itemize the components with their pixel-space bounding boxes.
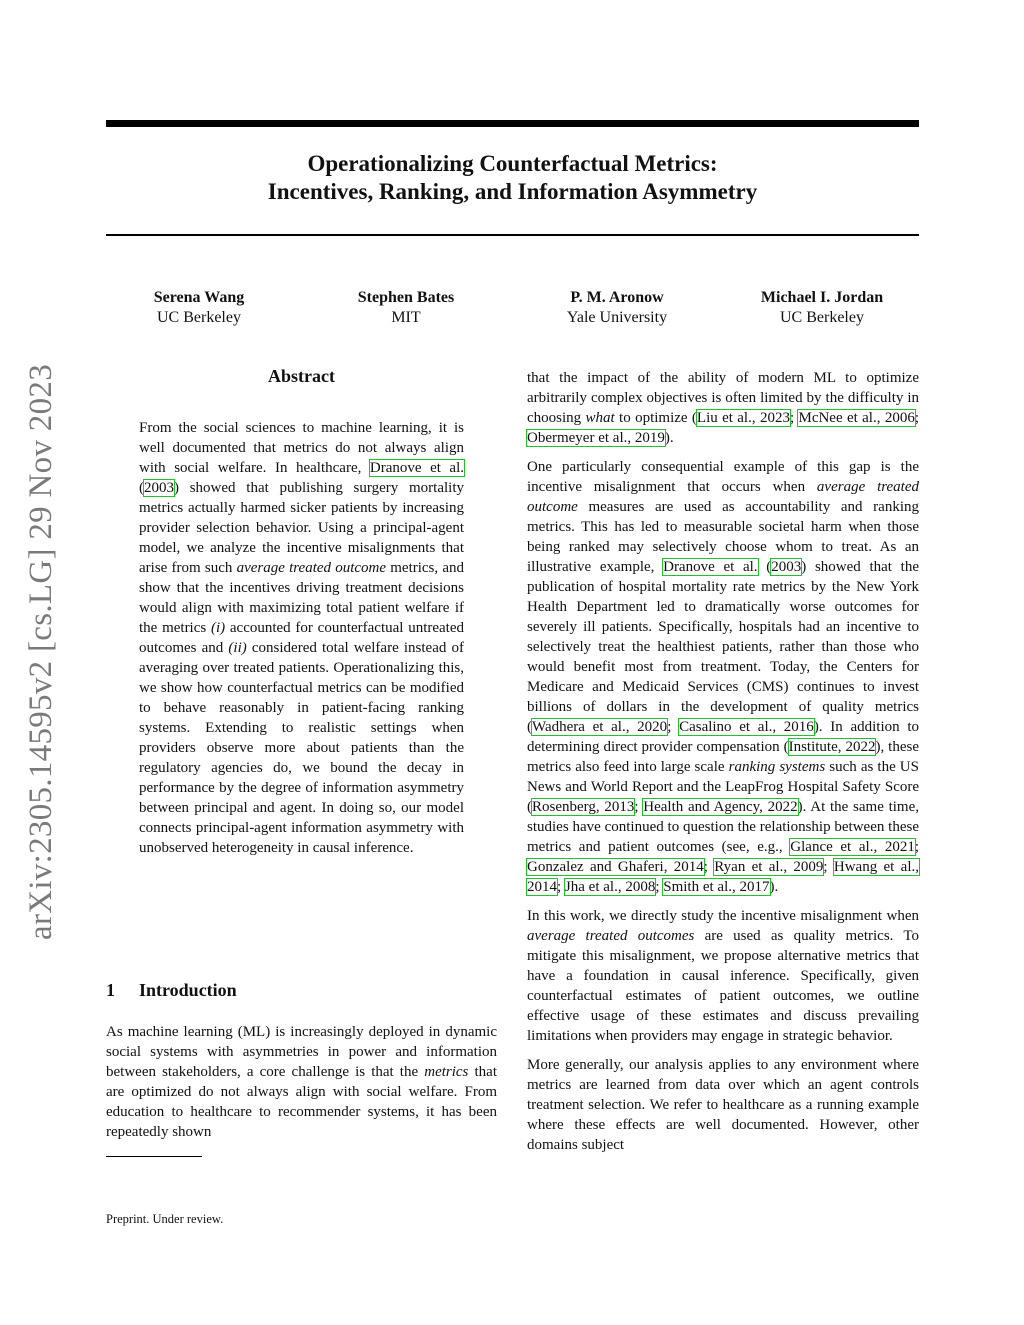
body-text: One particularly consequential example of this gap is the incentive misalignment that occurs when [527, 459, 919, 495]
citation-link[interactable]: Liu et al., 2023 [696, 410, 790, 426]
citation-link[interactable]: Gonzalez and Ghaferi, 2014 [527, 859, 704, 875]
separator: ; [914, 839, 920, 855]
citation-link[interactable]: Institute, 2022 [788, 739, 876, 755]
citation-link[interactable]: Dranove et al. [663, 559, 758, 575]
body-text: ). [769, 879, 779, 895]
citation-link[interactable]: Hwang et al., 2014 [527, 859, 919, 895]
body-text: ) showed that the publication of hospital mortality rate metrics by the New York Health Department led to dramatically worse outcomes for severely ill patients. Specifically, hospitals had an incentive to selectively treat the healthiest patients, rather than those who would benefit most from treatment. Today, the Centers for Medicare and Medicaid Services (CMS) continues to invest billions of dollars in the development of quality metrics ( [527, 559, 920, 735]
body-text: ), these metrics also feed into large scale [527, 739, 919, 775]
title-top-rule [106, 120, 919, 127]
author-1 [99, 288, 299, 328]
abstract-emphasis: (ii) [228, 640, 247, 656]
author-4 [722, 288, 922, 328]
paragraph-3 [527, 906, 919, 1046]
paragraph-4 [527, 1055, 919, 1155]
citation-link[interactable]: Rosenberg, 2013 [532, 799, 635, 815]
abstract-emphasis: average treated outcome [236, 560, 387, 576]
body-text: ). [664, 430, 674, 446]
author-name: Michael I. Jordan [760, 289, 884, 306]
separator: ; [789, 410, 799, 426]
intro-text: As machine learning (ML) is increasingly deployed in dynamic social systems with asymmetries in power and information between stakeholders, a core challenge is that the [106, 1024, 497, 1080]
title-line-1: Operationalizing Counterfactual Metrics: [307, 151, 718, 176]
separator: ; [655, 879, 664, 895]
body-text: ). In addition to determining direct provider compensation ( [527, 719, 919, 755]
separator: ( [757, 559, 772, 575]
author-affiliation: UC Berkeley [780, 309, 864, 326]
intro-text: that are optimized do not always align with social welfare. From education to healthcare to recommender systems, it has been repeatedly shown [106, 1064, 497, 1140]
title-line-2: Incentives, Ranking, and Information Asymmetry [267, 179, 758, 204]
citation-link[interactable]: Obermeyer et al., 2019 [527, 430, 665, 446]
section-heading-introduction [106, 980, 237, 1001]
arxiv-identifier: arXiv:2305.14595v2 [cs.LG] 29 Nov 2023 [23, 364, 59, 940]
body-text: that the impact of the ability of modern ML to optimize arbitrarily complex objectives is often limited by the difficulty in choosing [527, 370, 919, 426]
intro-emphasis: metrics [424, 1064, 469, 1080]
separator: ; [703, 859, 715, 875]
paper-title [106, 150, 919, 206]
body-text: In this work, we directly study the incentive misalignment when [527, 908, 919, 924]
paragraph-1 [527, 368, 919, 448]
body-text: are used as quality metrics. To mitigate this misalignment, we propose alternative metrics that have a foundation in causal inference. Specifically, given counterfactual estimates of patient outcomes, we outline effective usage of these estimates and discuss prevailing limitations when providers may engage in strategic behavior. [527, 928, 919, 1044]
citation-link[interactable]: Wadhera et al., 2020 [532, 719, 668, 735]
author-name: P. M. Aronow [570, 289, 664, 306]
emphasis: what [585, 410, 615, 426]
author-affiliation: MIT [391, 309, 421, 326]
separator: ; [667, 719, 680, 735]
author-2 [306, 288, 506, 328]
emphasis: average treated outcomes [527, 928, 695, 944]
footnote-text: Preprint. Under review. [106, 1212, 224, 1226]
citation-link[interactable]: McNee et al., 2006 [798, 410, 915, 426]
right-column [527, 368, 919, 1164]
separator: ; [914, 410, 920, 426]
body-text: ). At the same time, studies have continued to question the relationship between these metrics and patient outcomes (see, e.g., [527, 799, 919, 855]
paragraph-2 [527, 457, 919, 897]
footnote-rule [106, 1156, 202, 1157]
author-affiliation: UC Berkeley [157, 309, 241, 326]
body-text: such as the US News and World Report and the LeapFrog Hospital Safety Score ( [527, 759, 919, 815]
citation-link[interactable]: Dranove et al. [369, 460, 464, 476]
abstract-text: considered total welfare instead of averaging over treated patients. Operationalizing this, we show how counterfactual metrics can be modified to behave reasonably in patient-facing ranking systems. Extending to realistic settings when providers observe more about patients than the regulatory agencies do, we bound the decay in performance by the degree of information asymmetry between principal and agent. In doing so, our model connects principal-agent information asymmetry with unobserved heterogeneity in causal inference. [139, 640, 464, 856]
abstract-body: From the social sciences to machine learning, it is well documented that metrics do not always align with social welfare. In healthcare, Dranove et al. (2003) showed that publishing surgery mortality metrics actually harmed sicker patients by increasing provider selection behavior. Using a principal-agent model, we analyze the incentive misalignments that arise from such average treated outcome metrics, and show that the incentives driving treatment decisions would align with maximizing total patient welfare if the metrics (i) accounted for counterfactual untreated outcomes and (ii) considered total welfare instead of averaging over treated patients. Operationalizing this, we show how counterfactual metrics can be modified to behave reasonably in patient-facing ranking systems. Extending to realistic settings when providers observe more about patients than the regulatory agencies do, we bound the decay in performance by the degree of information asymmetry between principal and agent. In doing so, our model connects principal-agent information asymmetry with unobserved heterogeneity in causal inference. [139, 420, 465, 856]
citation-year-link[interactable]: 2003 [771, 559, 802, 575]
body-text: measures are used as accountability and ranking metrics. This has led to measurable societal harm when those being ranked may selectively choose whom to treat. As an illustrative example, [527, 499, 919, 575]
author-list [106, 288, 919, 338]
citation-link[interactable]: Ryan et al., 2009 [714, 859, 824, 875]
separator: ; [557, 879, 565, 895]
citation-year-link[interactable]: 2003 [144, 480, 174, 496]
abstract-text: accounted for counterfactual untreated outcomes and [139, 620, 464, 656]
section-number: 1 [106, 980, 115, 1000]
abstract-text: From the social sciences to machine learning, it is well documented that metrics do not always align with social welfare. In healthcare, [139, 420, 464, 476]
citation-link[interactable]: Glance et al., 2021 [790, 839, 915, 855]
introduction-paragraph [106, 1022, 497, 1142]
body-text: to optimize ( [614, 410, 697, 426]
author-name: Serena Wang [153, 289, 245, 306]
abstract-emphasis: (i) [210, 620, 226, 636]
author-3 [517, 288, 717, 328]
abstract-text: showed that publishing surgery mortality metrics actually harmed sicker patients by increasing provider selection behavior. Using a principal-agent model, we analyze the incentive misalignments that arise from such [139, 480, 464, 576]
author-affiliation: Yale University [566, 309, 668, 326]
separator: ; [823, 859, 834, 875]
citation-link[interactable]: Casalino et al., 2016 [679, 719, 814, 735]
citation-link[interactable]: Health and Agency, 2022 [643, 799, 798, 815]
citation-link[interactable]: Smith et al., 2017 [663, 879, 770, 895]
separator: ; [634, 799, 644, 815]
body-text: More generally, our analysis applies to any environment where metrics are learned from data over which an agent controls treatment selection. We refer to healthcare as a running example where these effects are well documented. However, other domains subject [527, 1057, 919, 1153]
abstract-text: metrics, and show that the incentives driving treatment decisions would align with maximizing total patient welfare if the metrics [139, 560, 465, 636]
author-name: Stephen Bates [357, 289, 455, 306]
abstract-heading: Abstract [268, 366, 335, 386]
citation-link[interactable]: Jha et al., 2008 [564, 879, 656, 895]
title-bottom-rule [106, 234, 919, 236]
section-title: Introduction [139, 980, 237, 1000]
emphasis: average treated outcome [527, 479, 919, 515]
emphasis: ranking systems [728, 759, 826, 775]
